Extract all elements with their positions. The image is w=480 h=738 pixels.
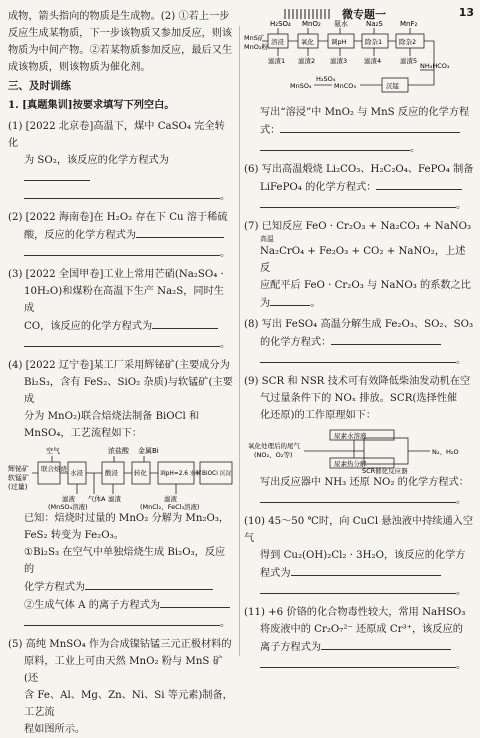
flow-label: 软锰矿	[8, 474, 29, 482]
question-text: (1) [2022 北京卷]高温下，煤中 CaSO₄ 完全转化	[8, 121, 225, 149]
answer-line: 。	[244, 582, 474, 600]
flow-label: H₂SO₄	[316, 75, 336, 83]
flow-label: Na₂S	[366, 20, 383, 28]
flow-box-label: 水浸	[70, 469, 83, 477]
question-text: 应配平后 FeO · Cr₂O₃ 与 NaNO₃ 的系数之比	[260, 280, 471, 291]
flow-label: 滤渣	[108, 495, 121, 503]
scr-reactor-box	[364, 438, 408, 464]
answer-blank[interactable]	[152, 317, 218, 329]
flow-label: 滤渣2	[298, 57, 316, 65]
intro-line: 反应生成某物质，下一步该物质又参加反应，则该	[8, 28, 233, 39]
flow-box-label: 转化	[134, 469, 147, 477]
diagram-label: SCR催化反应器	[362, 467, 408, 474]
answer-line: 。	[8, 244, 234, 262]
answer-blank[interactable]	[260, 139, 410, 151]
section-heading: 三、及时训练	[8, 80, 71, 92]
answer-blank[interactable]	[160, 596, 230, 608]
flow-box-label: 溶浸	[271, 38, 284, 46]
question-text: MnSO₄，工艺流程如下：	[24, 428, 142, 439]
question-text: 10H₂O)和煤粉在高温下生产 Na₂S，同时生成	[24, 286, 224, 314]
flow-label: 滤液	[62, 495, 75, 503]
answer-blank[interactable]	[331, 333, 441, 345]
question-text: (9) SCR 和 NSR 技术可有效降低柴油发动机在空	[244, 376, 471, 387]
flow-label: MnF₂	[400, 20, 418, 28]
answer-line: 。	[244, 491, 474, 509]
flow-box-label: 沉锰	[386, 82, 399, 90]
answer-blank[interactable]	[24, 244, 220, 256]
flow-box-label: 除杂2	[399, 38, 417, 46]
answer-blank[interactable]	[321, 638, 451, 650]
scr-diagram	[244, 424, 474, 474]
intro-line: 成物，箭头指向的物质是生成物。(2) ①若上一步	[8, 11, 230, 22]
question-text: 的化学方程式：	[244, 333, 474, 351]
right-column	[244, 8, 474, 674]
question-text: 为 SO₂，该反应的化学方程式为	[8, 152, 234, 187]
question-text: CO，该反应的化学方程式为	[8, 317, 234, 335]
question-text: 程式为	[244, 564, 474, 582]
answer-line: 。	[244, 196, 474, 214]
flow-label: 滤渣5	[400, 57, 418, 65]
answer-blank[interactable]	[280, 121, 460, 133]
question-7	[244, 218, 474, 312]
question-text: 化学方程式为	[8, 578, 234, 596]
question-2	[8, 209, 234, 262]
question-text: 酸，反应的化学方程式为	[8, 226, 234, 244]
question-text: 为 。	[244, 294, 474, 312]
answer-blank[interactable]	[260, 656, 456, 668]
answer-line: 。	[8, 614, 234, 632]
intro-line: 物质为中间产物。②若某物质参加反应，最后又生	[8, 45, 233, 56]
diagram-label: 尿素水溶液	[334, 432, 367, 440]
question-text: (3) [2022 全国甲卷]工业上常用芒硝(Na₂SO₄ ·	[8, 269, 224, 280]
flow-label: (MnSO₄溶液)	[48, 503, 88, 510]
flow-label: MnCO₃	[334, 82, 356, 90]
page-number: 13	[458, 6, 474, 19]
answer-blank[interactable]	[85, 578, 213, 590]
answer-blank[interactable]	[260, 196, 456, 208]
question-3	[8, 266, 234, 353]
question-text: Na₂CrO₄ + Fe₂O₃ + CO₂ + NaNO₂，上述反	[260, 246, 466, 274]
process-flow-diagram-2	[244, 18, 474, 104]
question-5	[8, 636, 234, 738]
answer-blank[interactable]	[136, 226, 224, 238]
question-text: (5) 高纯 MnSO₄ 作为合成镍钴锰三元正极材料的	[8, 639, 232, 650]
answer-line: 。	[8, 335, 234, 353]
flow-label: 气体A	[88, 495, 106, 503]
question-text: (6) 写出高温煅烧 Li₂CO₃、H₂C₂O₄、FePO₄ 制备	[244, 164, 474, 175]
question-text: 分为 MnO₂)联合焙烧法制备 BiOCl 和	[24, 411, 200, 422]
flow-label: (MnCl₂、FeCl₃溶液)	[140, 503, 200, 510]
flow-label: 浓盐酸	[108, 447, 129, 455]
flow-label: 氨水	[334, 20, 348, 28]
diagram-label: 尿素热分解	[334, 460, 367, 468]
answer-line: 。	[244, 351, 474, 369]
answer-blank[interactable]	[376, 178, 462, 190]
flow-box-label: 酸浸	[105, 469, 118, 477]
flow-box-label: BiOCl 沉淀	[202, 471, 232, 477]
question-text: 式：	[244, 121, 474, 139]
flow-label: MnO₂	[302, 20, 321, 28]
answer-blank[interactable]	[24, 614, 220, 626]
question-text: 将废液中的 Cr₂O₇²⁻ 还原成 Cr³⁺，该反应的	[260, 624, 463, 635]
question-text: 离子方程式为	[244, 638, 474, 656]
flow-label: MnSO₄	[290, 82, 312, 90]
flow-box-label: 调pH=2.6 水解	[160, 471, 202, 477]
question-text: 写出“溶浸”中 MnO₂ 与 MnS 反应的化学方程	[260, 107, 470, 118]
question-text: 写出反应器中 NH₃ 还原 NO₂ 的化学方程式：	[260, 477, 469, 488]
question-1	[8, 118, 234, 205]
flow-label: 滤渣4	[364, 57, 382, 65]
flow-label: H₂SO₄	[270, 20, 291, 28]
flow-label: 滤渣3	[330, 57, 348, 65]
flow-box-label: 氧化	[301, 38, 314, 46]
answer-line: 。	[8, 187, 234, 205]
process-flow-diagram-1	[8, 444, 234, 510]
flow-label: 空气	[46, 447, 60, 455]
question-text: (7) 已知反应 FeO · Cr₂O₃ + Na₂CO₃ + NaNO₃	[244, 221, 472, 232]
diagram-label: 氧化处理后的尾气	[248, 442, 300, 450]
flow-label: 金属Bi	[138, 447, 159, 455]
question-text: FeS₂ 转变为 Fe₂O₃。	[24, 530, 124, 541]
answer-blank[interactable]	[24, 169, 90, 181]
question-text: 得到 Cu₂(OH)₂Cl₂ · 3H₂O，该反应的化学方	[260, 550, 466, 561]
question-text: 气过量条件下的 NOₓ 排放。SCR(选择性催	[260, 393, 458, 404]
column-divider	[239, 26, 240, 656]
task-heading: 1. [真题集训]按要求填写下列空白。	[8, 99, 175, 111]
question-8	[244, 316, 474, 369]
flow-label: MnS矿	[244, 34, 265, 42]
flow-label: NH₄HCO₃	[420, 62, 450, 70]
flow-box-label: 除杂1	[365, 38, 383, 46]
question-text: (10) 45～50 ℃时，向 CuCl 悬浊液中持续通入空气	[244, 516, 474, 544]
answer-blank[interactable]	[24, 187, 220, 199]
flow-label: MnO₂粉	[244, 43, 268, 51]
question-10	[244, 513, 474, 600]
question-text: (8) 写出 FeSO₄ 高温分解生成 Fe₂O₃、SO₂、SO₃	[244, 319, 474, 330]
flow-label: 辉铋矿	[8, 465, 29, 473]
question-4	[8, 357, 234, 632]
question-text: 原料，工业上可由天然 MnO₂ 粉与 MnS 矿(还	[24, 656, 223, 684]
diagram-label: N₂、H₂O	[432, 448, 459, 456]
question-text: 含 Fe、Al、Mg、Zn、Ni、Si 等元素)制备，工艺流	[24, 690, 233, 718]
flow-label: 滤液	[164, 495, 177, 503]
question-text: (2) [2022 海南卷]在 H₂O₂ 存在下 Cu 溶于稀硫	[8, 212, 228, 223]
question-text: (4) [2022 辽宁卷]某工厂采用辉铋矿(主要成分为	[8, 360, 230, 371]
reaction-condition: 高温	[260, 235, 274, 243]
question-text: 程如图所示。	[24, 724, 86, 735]
flow-label: (过量)	[8, 483, 28, 491]
flow-box-label: 调pH	[331, 38, 347, 46]
question-text: 已知：焙烧时过量的 MnO₂ 分解为 Mn₂O₃，	[24, 513, 230, 524]
answer-blank[interactable]	[260, 491, 456, 503]
header-title: 微专题一	[342, 8, 386, 21]
question-6	[244, 161, 474, 214]
question-11	[244, 604, 474, 674]
question-text: 化还原)的工作原理如下：	[260, 410, 377, 421]
question-text: ②生成气体 A 的离子方程式为	[8, 596, 234, 614]
answer-blank[interactable]	[270, 294, 310, 306]
intro-line: 成该物质，则该物质为催化剂。	[8, 62, 151, 73]
question-text: Bi₂S₃，含有 FeS₂、SiO₂ 杂质)与软锰矿(主要成	[24, 377, 233, 405]
flow-label: 滤渣1	[268, 57, 286, 65]
answer-line: 。	[244, 139, 474, 157]
answer-blank[interactable]	[24, 335, 220, 347]
answer-blank[interactable]	[260, 582, 456, 594]
flow-box-label: 联合焙烧	[41, 465, 67, 473]
question-text: LiFePO₄ 的化学方程式：	[244, 178, 474, 196]
question-text: (11) +6 价铬的化合物毒性较大，常用 NaHSO₃	[244, 607, 466, 618]
diagram-label: (NO₂、O₂等)	[254, 451, 293, 459]
question-text: ①Bi₂S₃ 在空气中单独焙烧生成 Bi₂O₃，反应的	[24, 547, 226, 575]
left-column	[8, 8, 234, 738]
answer-line: 。	[244, 656, 474, 674]
answer-blank[interactable]	[260, 351, 456, 363]
question-9	[244, 373, 474, 509]
answer-blank[interactable]	[291, 564, 441, 576]
